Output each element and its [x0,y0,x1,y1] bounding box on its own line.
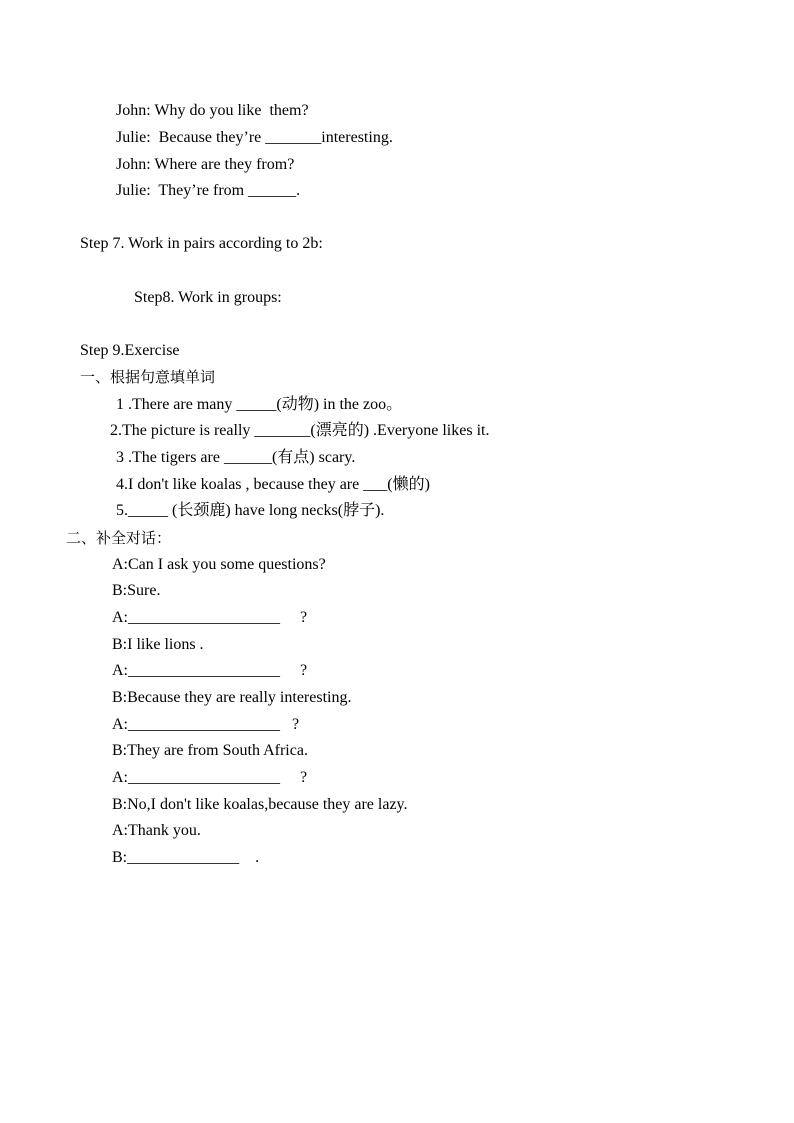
step-9-heading: Step 9.Exercise [80,342,180,359]
dialogue-completion-line-4: B:I like lions . [112,636,204,653]
section-2-heading: 二、补全对话： [66,529,172,547]
exercise-item-1: 1 .There are many _____(动物) in the zoo。 [116,396,403,413]
dialogue-completion-line-6: B:Because they are really interesting. [112,689,352,706]
dialogue-completion-line-12: B:______________ . [112,849,260,866]
exercise-item-5: 5._____ (长颈鹿) have long necks(脖子). [116,502,385,519]
dialogue-completion-line-5: A:___________________ ? [112,662,308,679]
dialogue-line-4: Julie: They’re from ______. [116,182,301,199]
dialogue-line-3: John: Where are they from? [116,156,295,173]
exercise-item-2: 2.The picture is really _______(漂亮的) .Everyone likes it. [110,422,490,439]
dialogue-completion-line-8: B:They are from South Africa. [112,742,308,759]
step-8-heading: Step8. Work in groups: [134,289,282,306]
dialogue-completion-line-10: B:No,I don't like koalas,because they are lazy. [112,796,408,813]
exercise-item-4: 4.I don't like koalas , because they are ___(懒的) [116,476,430,493]
dialogue-completion-line-2: B:Sure. [112,582,161,599]
dialogue-line-1: John: Why do you like them? [116,102,309,119]
section-1-heading: 一、根据句意填单词 [80,368,216,386]
exercise-item-3: 3 .The tigers are ______(有点) scary. [116,449,356,466]
dialogue-completion-line-1: A:Can I ask you some questions? [112,556,326,573]
dialogue-line-2: Julie: Because they’re _______interesting. [116,129,393,146]
dialogue-completion-line-9: A:___________________ ? [112,769,308,786]
dialogue-completion-line-7: A:___________________ ? [112,716,300,733]
dialogue-completion-line-3: A:___________________ ? [112,609,308,626]
dialogue-completion-line-11: A:Thank you. [112,822,201,839]
step-7-heading: Step 7. Work in pairs according to 2b: [80,235,323,252]
